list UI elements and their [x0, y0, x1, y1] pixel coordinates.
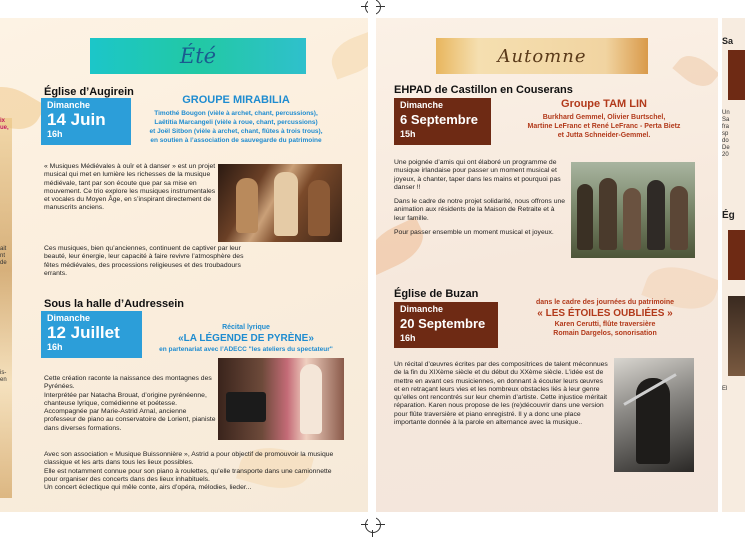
performer-block — [494, 98, 714, 140]
date-time: 16h — [47, 129, 63, 139]
partner-line: en partenariat avec l’ADECC "les ateliers du spectateur" — [159, 346, 333, 353]
member-line: Karen Cerutti, flûte traversière — [554, 321, 656, 328]
decorative-leaf — [326, 30, 368, 79]
event-description — [44, 375, 216, 433]
photo-mirabilia — [218, 164, 342, 242]
paragraph: Dans le cadre de notre projet solidarité, nous offrons une animation aux résidents de la Maison de Retraite et à leur famille. — [394, 198, 566, 222]
cropped-photo — [728, 296, 745, 376]
date-day: Dimanche — [47, 313, 91, 323]
date-day: Dimanche — [400, 100, 444, 110]
season-banner-summer — [90, 38, 306, 74]
event-description — [394, 361, 609, 433]
season-title: Été — [179, 44, 217, 68]
photo-piano-duo — [218, 358, 344, 440]
member-line: et Jutta Schneider-Gemmel. — [557, 132, 651, 139]
page-gutter — [368, 0, 376, 530]
member-line: Romain Dargelos, sonorisation — [553, 330, 657, 337]
paragraph: Cette création raconte la naissance des montagnes des Pyrénées. — [44, 375, 212, 391]
performer-block — [502, 298, 708, 338]
paragraph: Un récital d’œuvres écrites par des compositrices de talent méconnues de la fin du XIXème siècle et du début du XXème siècle. L’idée est de mettre en avant ces musiciennes, en donnant à écouter leurs œuvres et en retraçant leurs vies et les nombreux obstacles liés à leur genre qu’elles ont rencontrés sur leur chemin d’artiste. Cette injustice méritait réparation. Karen nous propose de les (re)découvrir dans une version pour flûte traversière et piano enregistré. Il y a donc une place importante donnée à la parole en alternance avec la musique.. — [394, 361, 608, 427]
date-day: Dimanche — [47, 100, 91, 110]
date-box — [41, 98, 131, 145]
page-next-cropped — [722, 18, 745, 512]
event-description — [44, 245, 246, 284]
member-line: Martine LeFranc et René LeFranc - Perta Bietz — [527, 123, 681, 130]
event-title: « LES ÉTOILES OUBLIÉES » — [537, 308, 673, 319]
venue-name: Église de Buzan — [394, 288, 479, 300]
cropped-text: El — [722, 386, 728, 392]
edge-text: is- en — [0, 370, 7, 383]
edge-text: ait nt de — [0, 246, 7, 266]
paragraph: Accompagnée par Marie-Astrid Arnal, ancienne professeur de piano au conservatoire de Lorient, pianiste dans diverses formations. — [44, 408, 216, 432]
date-value: 20 Septembre — [400, 316, 486, 331]
event-kind: Récital lyrique — [222, 324, 270, 331]
cropped-text: Un Sa fra sp do De 20 — [722, 110, 730, 158]
cropped-date-box — [728, 230, 745, 280]
cropped-heading: Sa — [722, 36, 734, 46]
group-name: GROUPE MIRABILIA — [182, 94, 290, 106]
performer-block — [136, 94, 336, 145]
edge-text: ix ue, — [0, 118, 9, 131]
season-title: Automne — [497, 45, 587, 67]
paragraph: Avec son association « Musique Buissonnière », Astrid a pour objectif de promouvoir la musique classique et les arts dans tous les lieux possibles. — [44, 451, 334, 467]
member-line: Burkhard Gemmel, Olivier Burtschel, — [542, 114, 666, 121]
event-description — [44, 451, 346, 492]
date-value: 12 Juillet — [47, 323, 120, 342]
member-line: Timothé Bougon (vièle à archet, chant, percussions), — [154, 110, 318, 117]
event-title: «LA LÉGENDE DE PYRÈNE» — [178, 333, 314, 344]
member-line: et Joël Sitbon (vièle à archet, chant, flûtes à trois trous), — [149, 128, 323, 135]
venue-name: EHPAD de Castillon en Couserans — [394, 84, 573, 96]
member-line: Laëtitia Marcangeli (vièle à roue, chant, percussions) — [154, 119, 318, 126]
date-box — [41, 311, 142, 358]
cropped-date-box — [728, 50, 745, 100]
event-description — [44, 163, 216, 219]
date-day: Dimanche — [400, 304, 444, 314]
paragraph: « Musiques Médiévales à ouïr et à danser » est un projet musical qui met en lumière les richesses de la musique médiévale, tant par son écoute que par sa mise en mouvement. Ce trio explore les musiques instrumentales et vocales du Moyen Âge, en s’inspirant directement de manuscrits anciens. — [44, 163, 216, 212]
date-value: 14 Juin — [47, 110, 106, 129]
cropped-photo-strip — [0, 118, 12, 498]
event-context: dans le cadre des journées du patrimoine — [535, 299, 675, 306]
group-name: Groupe TAM LIN — [561, 98, 647, 110]
event-description — [394, 159, 566, 243]
paragraph: Interprétée par Natacha Brouat, d’origine pyrénéenne, chanteuse lyrique, comédienne et poétesse. — [44, 391, 207, 407]
paragraph: Elle est notamment connue pour son piano à roulettes, qu’elle transporte dans une camionnette pour organiser des concerts dans des lieux inhabituels. — [44, 467, 332, 483]
date-time: 16h — [47, 342, 63, 352]
paragraph: Pour passer ensemble un moment musical et joyeux. — [394, 229, 554, 237]
venue-name: Sous la halle d’Audressein — [44, 298, 184, 310]
paragraph: Un concert éclectique qui mêle conte, airs d’opéra, mélodies, lieder... — [44, 484, 252, 492]
paragraph: Ces musiques, bien qu’anciennes, continuent de captiver par leur beauté, leur énergie, leur capacité à faire revivre l’atmosphère des fêtes médiévales, des processions religieuses et des troubadours errants. — [44, 245, 244, 277]
page-autumn — [376, 18, 718, 512]
photo-flutist — [614, 358, 694, 472]
page-summer — [0, 18, 368, 512]
date-time: 16h — [400, 333, 416, 343]
season-banner-autumn — [436, 38, 648, 74]
date-value: 6 Septembre — [400, 112, 479, 127]
date-box — [394, 98, 491, 145]
decorative-leaf — [672, 48, 718, 94]
cropped-heading: Ég — [722, 210, 735, 221]
date-box — [394, 302, 498, 348]
venue-name: Église d’Augirein — [44, 86, 134, 98]
member-line: en soutien à l’association de sauvegarde du patrimoine — [150, 137, 322, 144]
date-time: 15h — [400, 129, 416, 139]
performer-block — [146, 323, 346, 354]
paragraph: Une poignée d’amis qui ont élaboré un programme de musique irlandaise pour passer un moment musical et joyeux, à chanter, taper dans les mains et pourquoi pas danser !! — [394, 159, 561, 191]
photo-tam-lin — [571, 162, 695, 258]
